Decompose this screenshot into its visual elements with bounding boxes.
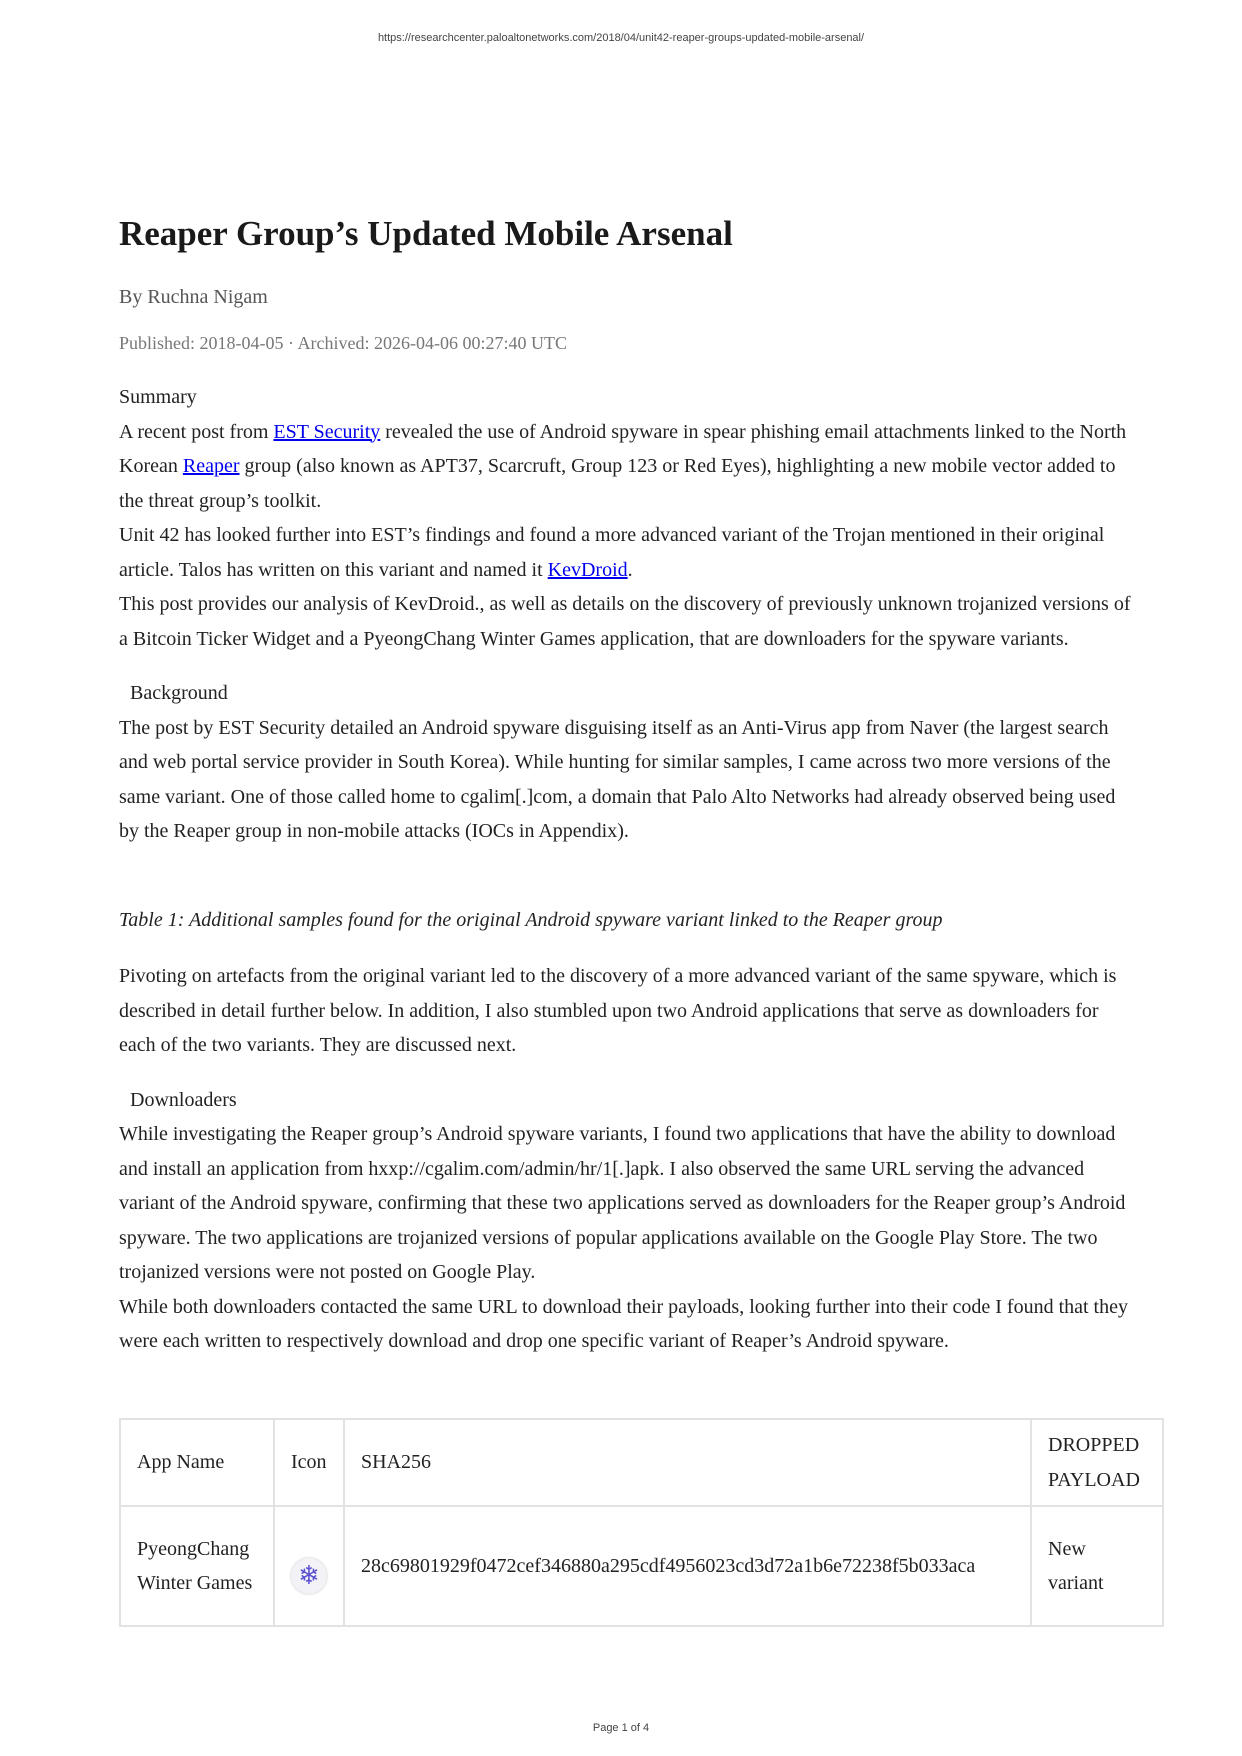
text: A recent post from: [119, 420, 274, 443]
publish-info: Published: 2018-04-05 · Archived: 2026-04-06 00:27:40 UTC: [119, 333, 567, 353]
paragraph: The post by EST Security detailed an Android spyware disguising itself as an Anti-Virus app from Naver (the largest search and web portal service provider in South Korea). While hunting for similar samples, I came across two more versions of the same variant. One of those called home to cgalim[.]com, a domain that Palo Alto Networks had already observed being used by the Reaper group in non-mobile attacks (IOCs in Appendix).: [119, 716, 1116, 842]
table-caption: Table 1: Additional samples found for the original Android spyware variant linked to the Reaper group: [119, 908, 943, 931]
cell-app-name: PyeongChang Winter Games: [120, 1506, 274, 1626]
cell-icon: [274, 1506, 344, 1626]
cell-sha256: 28c69801929f0472cef346880a295cdf4956023cd3d72a1b6e72238f5b033aca: [344, 1506, 1031, 1626]
link-kevdroid[interactable]: KevDroid: [547, 558, 628, 581]
text: group (also known as APT37, Scarcruft, Group 123 or Red Eyes), highlighting a new mobile vector added to the threat group’s toolkit.: [119, 455, 1116, 512]
paragraph: Pivoting on artefacts from the original variant led to the discovery of a more advanced variant of the same spyware, which is described in detail further below. In addition, I also stumbled upon two Android applications that serve as downloaders for each of the two variants. They are discussed next.: [119, 965, 1117, 1056]
paragraph: [119, 518, 1131, 587]
section-heading-background: Background: [130, 682, 228, 704]
paragraph: While both downloaders contacted the same URL to download their payloads, looking further into their code I found that they were each written to respectively download and drop one specific variant of Reaper’s Android spyware.: [119, 1295, 1128, 1352]
link-reaper[interactable]: Reaper: [182, 455, 240, 477]
text: revealed the use of Android spyware in spear phishing email attachments linked to the North Korean: [119, 420, 1127, 477]
table-header-row: [120, 1419, 1163, 1506]
table-row: [120, 1506, 1163, 1626]
link-est-security[interactable]: EST Security: [273, 420, 381, 443]
paragraph: While investigating the Reaper group’s Android spyware variants, I found two applications that have the ability to download and install an application from hxxp://cgalim.com/admin/hr/1[.]apk. I also observed the same URL serving the advanced variant of the Android spyware, confirming that these two applications served as downloaders for the Reaper group’s Android spyware. The two applications are trojanized versions of popular applications available on the Google Play Store. The two trojanized versions were not posted on Google Play.: [119, 1123, 1126, 1283]
snowflake-app-icon: ❄: [291, 1558, 327, 1594]
article: [119, 212, 1131, 1359]
text: .: [627, 558, 633, 581]
article-title: Reaper Group’s Updated Mobile Arsenal: [119, 214, 733, 253]
section-heading-downloaders: Downloaders: [130, 1088, 237, 1111]
downloaders-table: [119, 1418, 1164, 1627]
cell-payload: New variant: [1031, 1506, 1163, 1626]
paragraph: [119, 415, 1131, 519]
header-icon: Icon: [274, 1419, 344, 1506]
paragraph: This post provides our analysis of KevDroid., as well as details on the discovery of previously unknown trojanized versions of a Bitcoin Ticker Widget and a PyeongChang Winter Games application, that are downloaders for the spyware variants.: [119, 593, 1131, 650]
header-app-name: App Name: [120, 1419, 274, 1506]
header-sha256: SHA256: [344, 1419, 1031, 1506]
text: Unit 42 has looked further into EST’s findings and found a more advanced variant of the Trojan mentioned in their original article. Talos has written on this variant and named it: [119, 524, 1105, 581]
page-url-header: https://researchcenter.paloaltonetworks.com/2018/04/unit42-reaper-groups-updated-mobile-arsenal/: [377, 32, 865, 44]
section-heading-summary: Summary: [119, 386, 197, 408]
byline: By Ruchna Nigam: [119, 286, 268, 308]
page-number: Page 1 of 4: [592, 1722, 650, 1734]
header-dropped-payload: DROPPED PAYLOAD: [1031, 1419, 1163, 1506]
